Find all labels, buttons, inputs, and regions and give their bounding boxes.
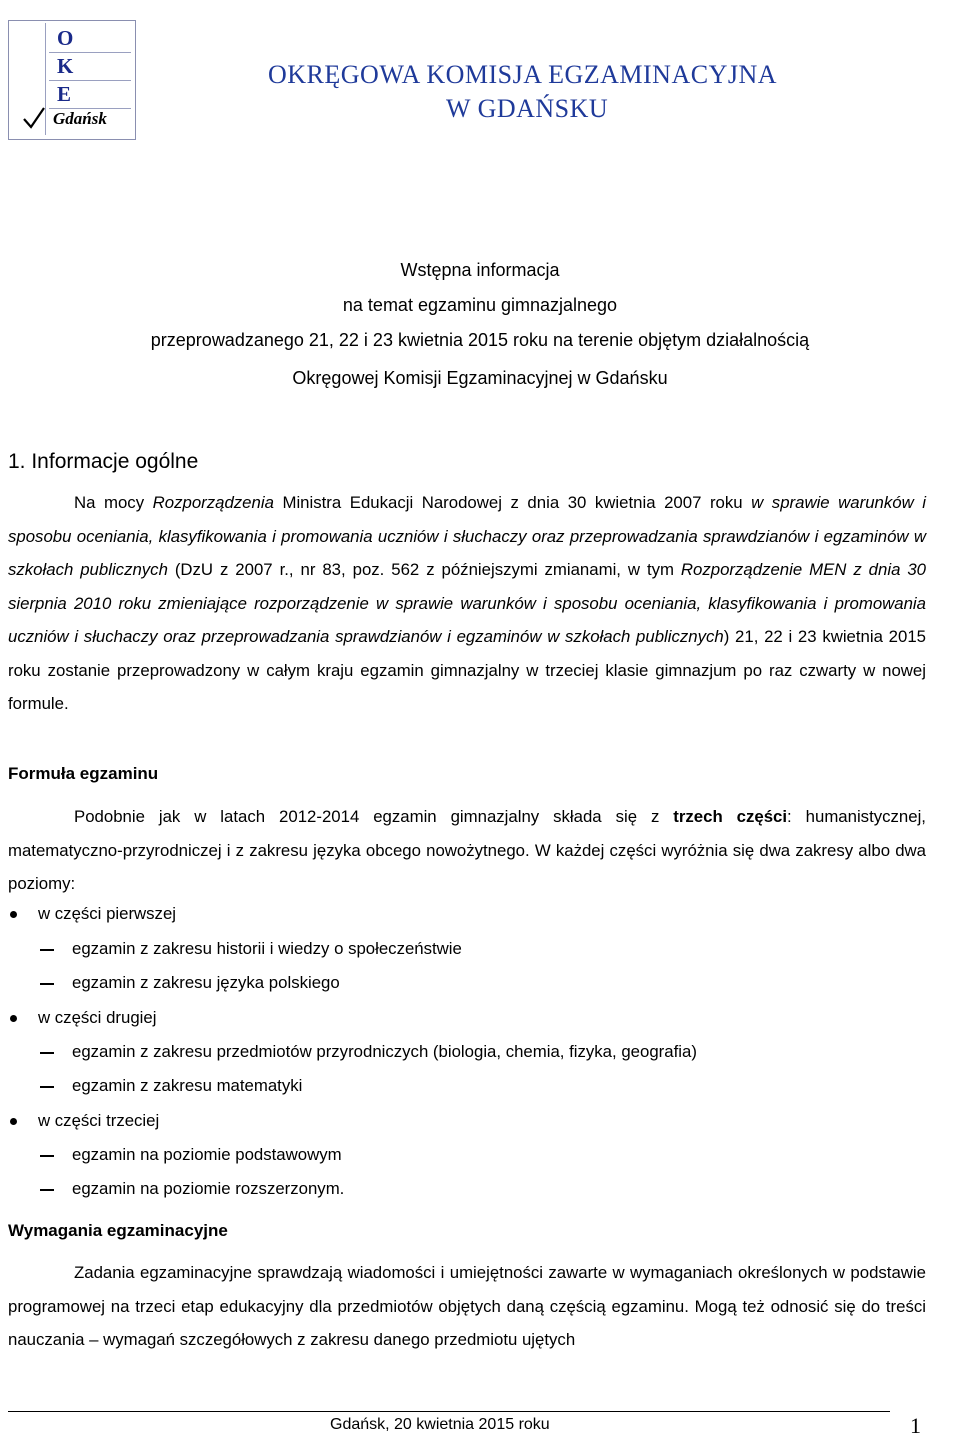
check-icon [21, 105, 47, 131]
text-run-italic: Rozporządzenie MEN z dnia 30 sierpnia 2010 roku zmieniające rozporządzenie w sprawie warunków i sposobu oceniania, klasyfikowania i promowania uczniów i słuchaczy oraz przeprowadzania sprawdzianów i egzaminów w szkołach publicznych [8, 560, 926, 646]
text-run: (DzU z 2007 r., nr 83, poz. 562 z późniejszymi zmianami, w tym [167, 560, 681, 579]
list-item-part-2: w części drugiej [38, 1008, 157, 1027]
text-run-italic: w sprawie warunków i sposobu oceniania, klasyfikowania i promowania uczniów i słuchaczy oraz przeprowadzania sprawdzianów i egzaminów w szkołach publicznych [8, 493, 926, 579]
dash-icon [40, 1189, 54, 1191]
requirements-paragraph: Zadania egzaminacyjne sprawdzają wiadomości i umiejętności zawarte w wymaganiach określonych w podstawie programowej na trzeci etap edukacyjny dla przedmiotów objętych daną częścią egzaminu. Mogą też odnosić się do treści nauczania – wymagań szczegółowych z zakresu danego przedmiotu ujętych [8, 1263, 926, 1349]
list-item-part-3: w części trzeciej [38, 1111, 160, 1130]
sub-item: egzamin na poziomie rozszerzonym. [72, 1179, 345, 1198]
sub-item: egzamin na poziomie podstawowym [72, 1145, 342, 1164]
logo-letter-o: O [49, 25, 131, 53]
sub-item: egzamin z zakresu przedmiotów przyrodniczych (biologia, chemia, fizyka, geografia) [72, 1042, 697, 1061]
bullet-icon [10, 911, 17, 918]
text-run: : humanistycznej, matematyczno-przyrodniczej i z zakresu języka obcego nowożytnego. W każdej części wyróżnia się dwa zakresy albo dwa poziomy: [8, 807, 926, 893]
organization-line-1: OKRĘGOWA KOMISJA EGZAMINACYJNA [268, 60, 778, 89]
text-run: Na mocy [74, 493, 153, 512]
text-run-bold: trzech części [673, 807, 788, 826]
general-info-paragraph [8, 486, 926, 721]
text-run: Podobnie jak w latach 2012-2014 egzamin gimnazjalny składa się z [74, 807, 674, 826]
section-heading-formula: Formuła egzaminu [8, 764, 159, 783]
text-run-italic: Rozporządzenia [152, 493, 274, 512]
title-line-4: Okręgowej Komisji Egzaminacyjnej w Gdańsku [292, 368, 668, 388]
sub-item: egzamin z zakresu matematyki [72, 1076, 303, 1095]
footer-divider [8, 1411, 890, 1412]
formula-paragraph [8, 800, 926, 901]
dash-icon [40, 983, 54, 985]
organization-name [268, 58, 777, 126]
dash-icon [40, 1155, 54, 1157]
sub-item: egzamin z zakresu historii i wiedzy o społeczeństwie [72, 939, 462, 958]
list-item-part-1: w części pierwszej [38, 904, 177, 923]
page-number: 1 [910, 1413, 921, 1438]
sub-item: egzamin z zakresu języka polskiego [72, 973, 340, 992]
section-heading-requirements: Wymagania egzaminacyjne [8, 1221, 228, 1240]
dash-icon [40, 949, 54, 951]
title-line-3: przeprowadzanego 21, 22 i 23 kwietnia 2015 roku na terenie objętym działalnością [150, 330, 810, 350]
logo-letter-e: E [49, 81, 131, 109]
bullet-icon [10, 1015, 17, 1022]
oke-logo [8, 20, 136, 140]
bullet-icon [10, 1118, 17, 1125]
section-heading-general: 1. Informacje ogólne [8, 450, 199, 473]
logo-city: Gdańsk [53, 109, 107, 128]
text-run: ) 21, 22 i 23 kwietnia 2015 roku zostanie przeprowadzony w całym kraju egzamin gimnazjalny w trzeciej klasie gimnazjum po raz czwarty w nowej formule. [8, 627, 926, 713]
text-run: Ministra Edukacji Narodowej z dnia 30 kwietnia 2007 roku [273, 493, 752, 512]
title-line-1: Wstępna informacja [400, 260, 560, 280]
organization-line-2: W GDAŃSKU [446, 94, 609, 123]
footer-place-date: Gdańsk, 20 kwietnia 2015 roku [330, 1416, 550, 1433]
logo-letter-k: K [49, 53, 131, 81]
title-line-2: na temat egzaminu gimnazjalnego [342, 295, 618, 315]
dash-icon [40, 1052, 54, 1054]
dash-icon [40, 1086, 54, 1088]
